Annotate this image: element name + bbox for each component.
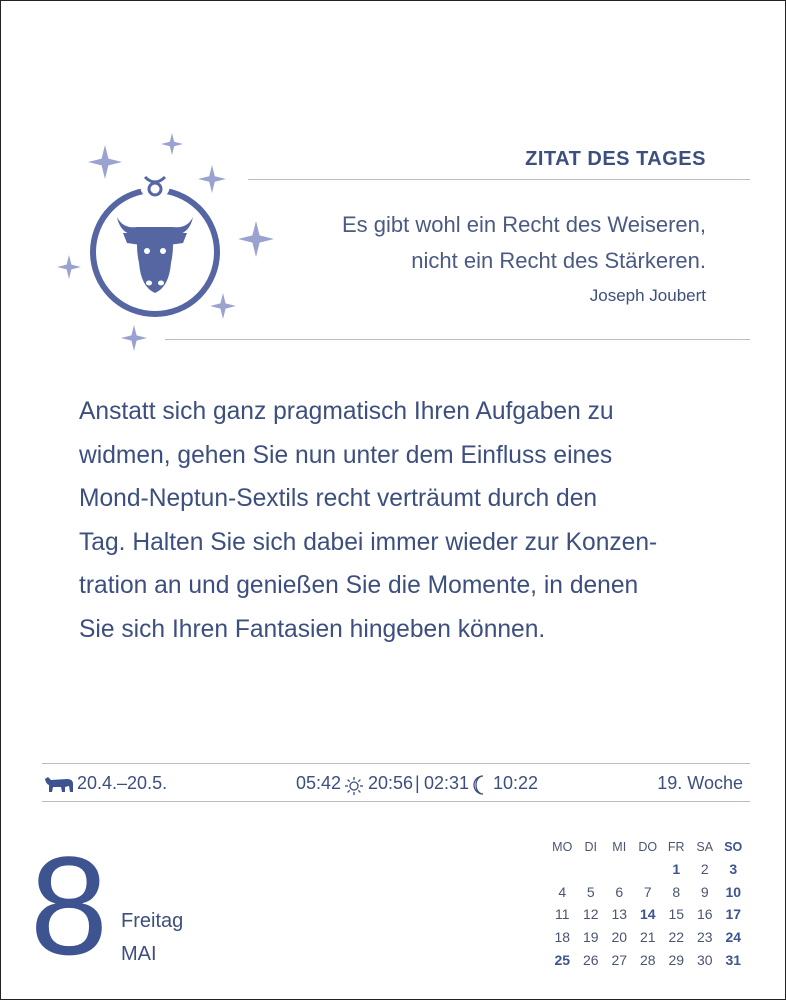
calendar-weekday-header: DI [584,840,597,854]
calendar-day: 13 [611,906,628,923]
quote-bottom-divider [165,339,750,340]
infobar-top-divider [42,763,750,764]
calendar-day [548,858,577,881]
star-icon [238,221,274,257]
calendar-week-row [548,903,748,926]
horoscope-text [79,390,719,651]
sunset-time: 20:56 [368,773,414,793]
moonrise-time: 02:31 [424,773,470,793]
calendar-day: 25 [554,951,571,968]
horoscope-line: tration an und genießen Sie die Momente, in denen [79,572,639,599]
sunrise-time: 05:42 [296,773,342,793]
calendar-day [577,858,606,881]
calendar-day: 12 [582,906,599,923]
horoscope-line: widmen, gehen Sie nun unter dem Einfluss eines [79,441,613,469]
month-label: MAI [121,943,157,965]
calendar-day: 31 [725,951,742,968]
quote-title: ZITAT DES TAGES [525,148,706,170]
calendar-day: 9 [700,883,709,900]
sun-icon [344,776,364,796]
calendar-day: 19 [582,929,599,946]
calendar-day: 2 [700,861,709,878]
star-icon [198,165,226,193]
calendar-day: 5 [586,883,595,900]
horoscope-line: Tag. Halten Sie sich dabei immer wieder zur Konzen- [79,528,658,556]
calendar-day: 6 [615,883,624,900]
calendar-day: 8 [672,883,681,900]
star-icon [121,325,147,351]
calendar-header-row [548,836,748,858]
calendar-day: 10 [725,883,742,900]
calendar-day: 18 [554,929,571,946]
week-number: 19. Woche [657,773,743,793]
calendar-day: 21 [639,929,656,946]
crescent-moon-icon [472,775,488,795]
horoscope-line: Mond-Neptun-Sextils recht verträumt durch den [79,485,598,512]
moonset-time: 10:22 [493,773,539,793]
horoscope-line: Anstatt sich ganz pragmatisch Ihren Aufgaben zu [79,398,614,425]
calendar-week-row [548,948,748,971]
calendar-weekday-header: MI [612,840,627,854]
bull-icon [43,774,75,794]
taurus-bull-icon [55,125,285,355]
calendar-weekday-header: DO [638,840,658,854]
calendar-day [605,858,634,881]
calendar-day: 3 [729,861,738,878]
quote-line: Es gibt wohl ein Recht des Weiseren, [342,212,706,237]
star-icon [161,133,183,155]
weekday-label: Freitag [121,910,184,932]
star-icon [57,255,81,279]
star-icon [88,145,122,179]
calendar-day: 26 [582,951,599,968]
horoscope-line: Sie sich Ihren Fantasien hingeben können. [79,615,546,643]
calendar-day: 20 [611,929,628,946]
calendar-day: 17 [725,906,742,923]
calendar-day [634,858,663,881]
calendar-day: 11 [554,906,570,923]
quote-author: Joseph Joubert [589,286,706,305]
calendar-day: 27 [611,951,628,968]
calendar-day: 22 [668,929,685,946]
calendar-day: 14 [639,906,656,923]
calendar-weekday-header: SA [696,840,714,854]
calendar-day: 30 [696,951,713,968]
star-icon [210,293,236,319]
calendar-weekday-header: MO [552,840,573,854]
calendar-day: 16 [696,906,713,923]
calendar-day: 1 [672,861,681,878]
quote-line: nicht ein Recht des Stärkeren. [411,248,706,273]
quote-title-divider [248,179,750,180]
zodiac-date-range: 20.4.–20.5. [77,773,168,793]
calendar-week-row [548,926,748,949]
separator: | [415,773,420,793]
calendar-day: 29 [668,951,685,968]
month-calendar [548,836,748,971]
day-number: 8 [30,827,108,984]
calendar-day: 4 [558,883,567,900]
calendar-day: 7 [643,883,652,900]
calendar-day: 15 [668,906,685,923]
calendar-day: 28 [639,951,656,968]
calendar-weekday-header: FR [667,840,685,854]
calendar-weekday-header: SO [724,840,743,854]
calendar-week-row [548,881,748,904]
calendar-week-row [548,858,748,881]
infobar-bottom-divider [42,801,750,802]
calendar-day: 24 [725,929,742,946]
calendar-day: 23 [696,929,713,946]
